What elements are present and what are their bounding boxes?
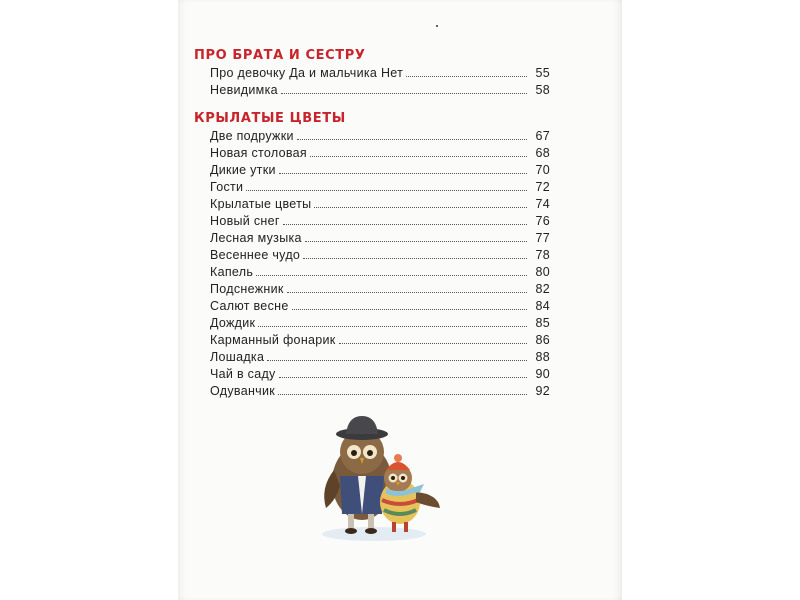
toc-item-page: 92 bbox=[535, 384, 550, 398]
toc-item-label: Дождик bbox=[210, 316, 256, 330]
dot-leader bbox=[297, 138, 527, 140]
dot-leader bbox=[281, 92, 527, 94]
toc-item-label: Крылатые цветы bbox=[210, 197, 312, 211]
dot-leader bbox=[305, 240, 527, 242]
dot-leader bbox=[278, 393, 527, 395]
section-title-brother-sister: ПРО БРАТА И СЕСТРУ bbox=[194, 48, 366, 63]
toc-item-label: Лошадка bbox=[210, 350, 265, 364]
toc-row bbox=[210, 297, 550, 313]
toc-row bbox=[210, 280, 550, 296]
dot-leader bbox=[283, 223, 527, 225]
toc-item-page: 80 bbox=[535, 265, 550, 279]
toc-row bbox=[210, 314, 550, 330]
dot-leader bbox=[303, 257, 527, 259]
toc-row bbox=[210, 382, 550, 398]
section-title-winged-flowers: КРЫЛАТЫЕ ЦВЕТЫ bbox=[194, 111, 346, 126]
toc-item-page: 77 bbox=[535, 231, 550, 245]
dot-leader bbox=[339, 342, 527, 344]
toc-row bbox=[210, 212, 550, 228]
toc-row bbox=[210, 178, 550, 194]
toc-item-label: Новый снег bbox=[210, 214, 280, 228]
toc-item-label: Про девочку Да и мальчика Нет bbox=[210, 66, 404, 80]
toc-item-page: 86 bbox=[535, 333, 550, 347]
dot-leader bbox=[292, 308, 527, 310]
toc-item-page: 84 bbox=[535, 299, 550, 313]
toc-item-label: Новая столовая bbox=[210, 146, 307, 160]
toc-item-label: Невидимка bbox=[210, 83, 278, 97]
toc-item-label: Капель bbox=[210, 265, 254, 279]
toc-item-page: 76 bbox=[535, 214, 550, 228]
toc-item-page: 90 bbox=[535, 367, 550, 381]
toc-item-page: 70 bbox=[535, 163, 550, 177]
toc-row bbox=[210, 127, 550, 143]
toc-item-page: 68 bbox=[535, 146, 550, 160]
toc-row bbox=[210, 263, 550, 279]
toc-row bbox=[210, 81, 550, 97]
dot-leader bbox=[287, 291, 527, 293]
dot-leader bbox=[256, 274, 527, 276]
toc-item-label: Гости bbox=[210, 180, 244, 194]
toc-item-label: Салют весне bbox=[210, 299, 289, 313]
owl-family-illustration bbox=[312, 410, 452, 545]
toc-row bbox=[210, 331, 550, 347]
dot-leader bbox=[279, 376, 527, 378]
dot-leader bbox=[246, 189, 527, 191]
toc-item-label: Лесная музыка bbox=[210, 231, 302, 245]
toc-item-label: Карманный фонарик bbox=[210, 333, 336, 347]
toc-row bbox=[210, 365, 550, 381]
toc-item-page: 72 bbox=[535, 180, 550, 194]
toc-row bbox=[210, 229, 550, 245]
toc-item-label: Весеннее чудо bbox=[210, 248, 301, 262]
toc-item-label: Подснежник bbox=[210, 282, 284, 296]
toc-row bbox=[210, 348, 550, 364]
toc-item-page: 67 bbox=[535, 129, 550, 143]
toc-item-page: 88 bbox=[535, 350, 550, 364]
toc-item-label: Дикие утки bbox=[210, 163, 276, 177]
toc-item-label: Одуванчик bbox=[210, 384, 276, 398]
toc-item-page: 78 bbox=[535, 248, 550, 262]
toc-item-page: 58 bbox=[535, 83, 550, 97]
toc-row bbox=[210, 246, 550, 262]
toc-item-page: 85 bbox=[535, 316, 550, 330]
toc-row bbox=[210, 161, 550, 177]
toc-item-page: 55 bbox=[535, 66, 550, 80]
dot-leader bbox=[267, 359, 527, 361]
toc-item-page: 74 bbox=[535, 197, 550, 211]
toc-item-label: Две подружки bbox=[210, 129, 294, 143]
speck-mark bbox=[436, 25, 438, 27]
toc-row bbox=[210, 144, 550, 160]
toc-item-page: 82 bbox=[535, 282, 550, 296]
dot-leader bbox=[310, 155, 527, 157]
dot-leader bbox=[406, 75, 527, 77]
dot-leader bbox=[279, 172, 527, 174]
toc-row bbox=[210, 195, 550, 211]
toc-row bbox=[210, 64, 550, 80]
dot-leader bbox=[258, 325, 527, 327]
dot-leader bbox=[314, 206, 527, 208]
toc-item-label: Чай в саду bbox=[210, 367, 276, 381]
